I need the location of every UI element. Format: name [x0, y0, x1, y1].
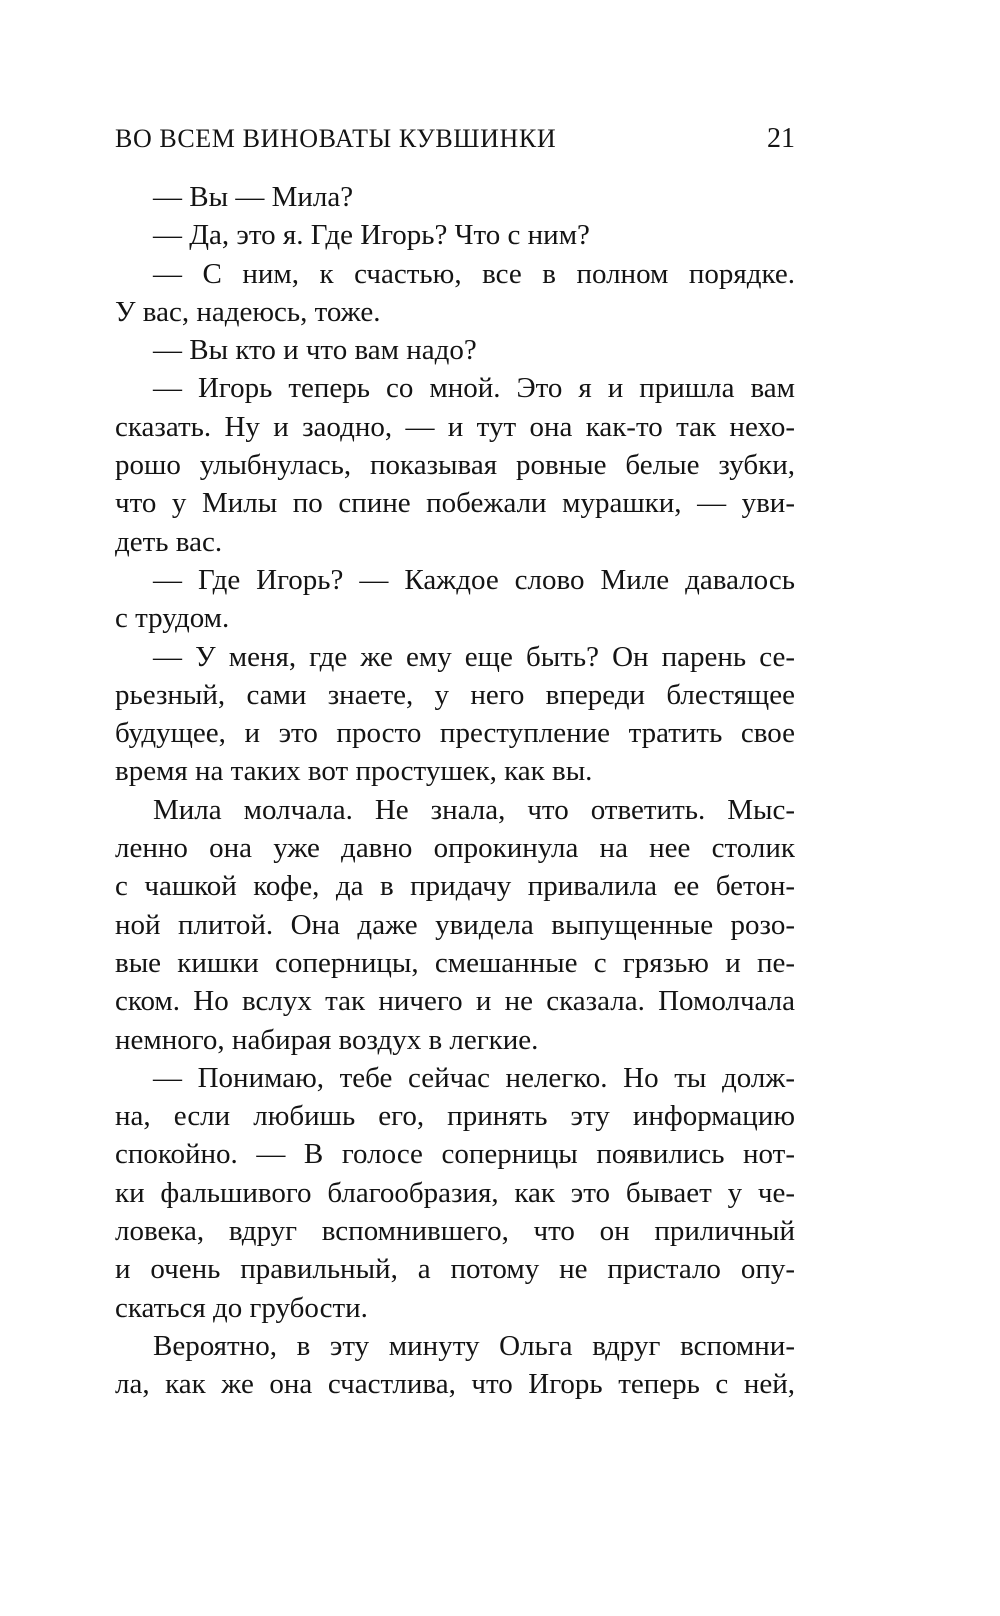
text-line: — Игорь теперь со мной. Это я и пришла вам	[153, 372, 795, 405]
text-line: У вас, надеюсь, тоже.	[115, 295, 381, 328]
text-line: сказать. Ну и заодно, — и тут она как-то так нехо-	[115, 410, 795, 443]
text-line: — Понимаю, тебе сейчас нелегко. Но ты долж-	[153, 1061, 795, 1094]
text-line: ленно она уже давно опрокинула на нее столик	[115, 832, 795, 865]
text-line: — Где Игорь? — Каждое слово Миле давалось	[153, 563, 795, 596]
text-line: спокойно. — В голосе соперницы появились нот-	[115, 1138, 795, 1171]
text-line: Мила молчала. Не знала, что ответить. Мыс-	[153, 793, 795, 826]
text-line: ной плитой. Она даже увидела выпущенные розо-	[115, 908, 795, 941]
body-text	[115, 178, 795, 1404]
text-line: будущее, и это просто преступление тратить свое	[115, 717, 795, 750]
text-line: с чашкой кофе, да в придачу привалила ее бетон-	[115, 870, 795, 903]
text-line: ки фальшивого благообразия, как это бывает у че-	[115, 1176, 795, 1209]
text-line: рошо улыбнулась, показывая ровные белые зубки,	[115, 449, 795, 482]
text-line: Вероятно, в эту минуту Ольга вдруг вспомни-	[153, 1329, 795, 1362]
text-line: — Вы — Мила?	[153, 181, 354, 213]
text-line: с трудом.	[115, 602, 230, 635]
text-line: — У меня, где же ему еще быть? Он парень се-	[153, 640, 795, 673]
text-line: — Да, это я. Где Игорь? Что с ним?	[153, 219, 590, 252]
text-line: скаться до грубости.	[115, 1291, 368, 1324]
text-line: время на таких вот простушек, как вы.	[115, 755, 593, 788]
text-line: ла, как же она счастлива, что Игорь теперь с ней,	[115, 1368, 795, 1401]
page-number: 21	[767, 123, 795, 154]
text-line: — Вы кто и что вам надо?	[153, 334, 477, 367]
text-line: на, если любишь его, принять эту информацию	[115, 1100, 795, 1133]
text-line: ском. Но вслух так ничего и не сказала. Помолчала	[115, 985, 795, 1018]
text-line: что у Милы по спине побежали мурашки, — уви-	[115, 487, 795, 520]
text-line: ловека, вдруг вспомнившего, что он приличный	[115, 1215, 795, 1248]
text-line: рьезный, сами знаете, у него впереди блестящее	[115, 678, 795, 711]
text-line: немного, набирая воздух в легкие.	[115, 1023, 539, 1056]
text-line: и очень правильный, а потому не пристало опу-	[115, 1253, 795, 1286]
running-header	[115, 119, 795, 159]
text-line: деть вас.	[115, 525, 223, 558]
text-line: вые кишки соперницы, смешанные с грязью и пе-	[115, 946, 795, 979]
text-line: — С ним, к счастью, все в полном порядке.	[153, 257, 795, 290]
running-title: ВО ВСЕМ ВИНОВАТЫ КУВШИНКИ	[115, 124, 557, 153]
